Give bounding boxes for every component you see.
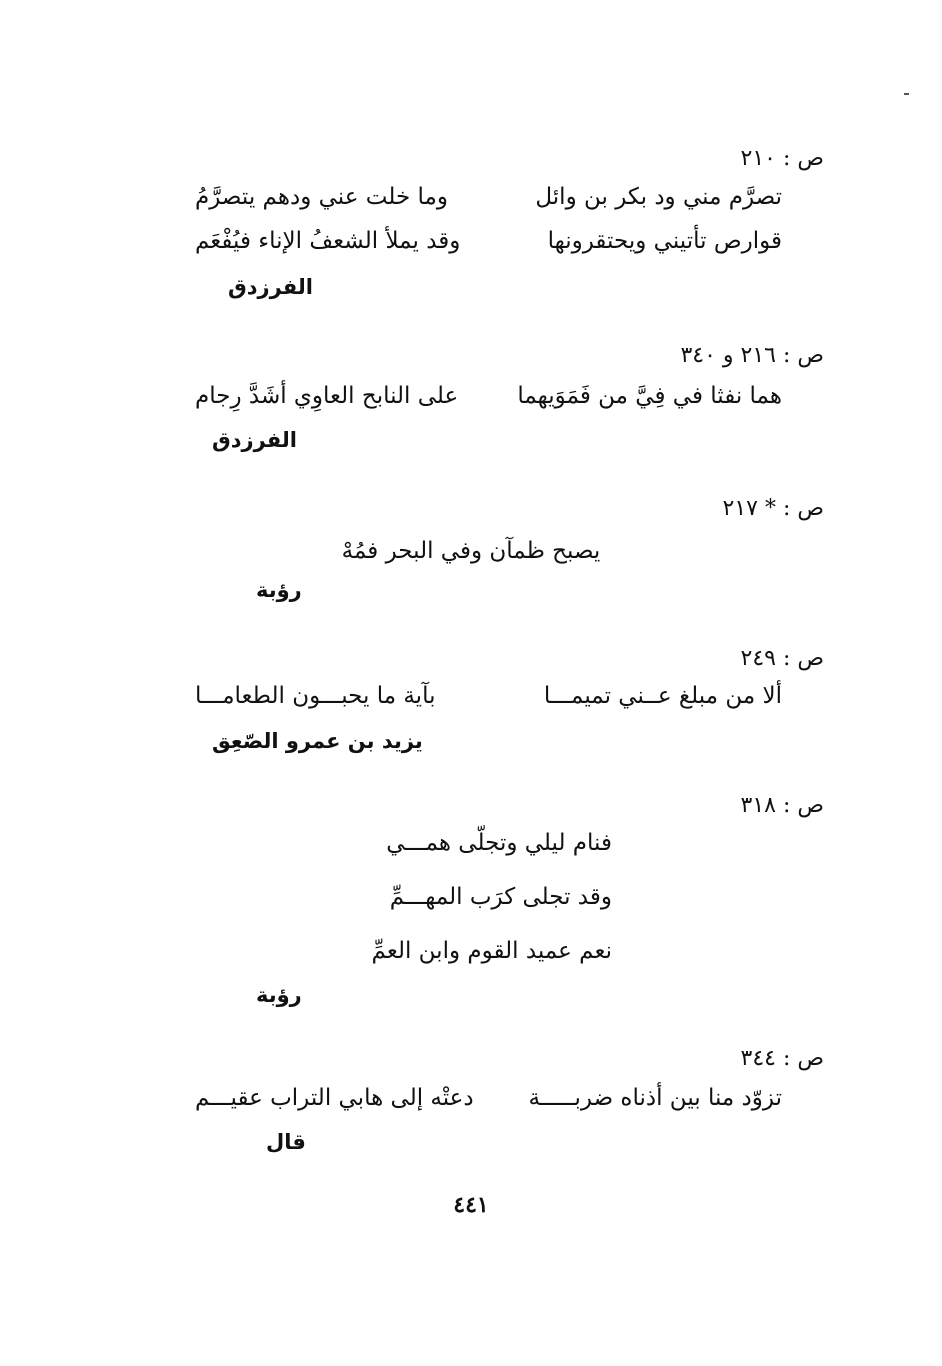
verse-line: وقد تجلى كرَب المهـــمِّ xyxy=(389,884,612,910)
page-reference: ص : ٣١٨ xyxy=(740,793,824,818)
verse-first-hemistich: قوارص تأتيني ويحتقرونها xyxy=(547,228,782,254)
page-reference: ص : ٣٤٤ xyxy=(740,1046,824,1071)
verse-second-hemistich: وقد يملأ الشعفُ الإناء فيُفْعَم xyxy=(195,228,461,254)
verse-second-hemistich: بآية ما يحبـــون الطعامـــا xyxy=(195,683,436,709)
verse-second-hemistich: وما خلت عني ودهم يتصرَّمُ xyxy=(195,184,448,210)
verse-first-hemistich: ألا من مبلغ عــني تميمـــا xyxy=(543,683,782,709)
poet-name: الفرزدق xyxy=(228,275,313,299)
page-number: ٤٤١ xyxy=(453,1192,489,1218)
page-reference: ص : * ٢١٧ xyxy=(722,496,824,521)
verse-first-hemistich: تزوّد منا بين أذناه ضربـــــة xyxy=(528,1085,782,1111)
page-reference: ص : ٢١٦ و ٣٤٠ xyxy=(680,343,824,368)
poet-name: قال xyxy=(266,1130,306,1154)
poet-name: رؤبة xyxy=(256,578,302,602)
verse-first-hemistich: تصرَّم مني ود بكر بن وائل xyxy=(535,184,782,210)
page-reference: ص : ٢١٠ xyxy=(740,146,824,171)
verse-second-hemistich: دعتْه إلى هابي التراب عقيـــم xyxy=(195,1085,474,1111)
verse-line: فنام ليلي وتجلّى همـــي xyxy=(386,830,612,856)
poet-name: رؤبة xyxy=(256,983,302,1007)
verse-line-centered: يصبح ظمآن وفي البحر فمُهْ xyxy=(341,538,601,564)
poet-name: الفرزدق xyxy=(212,428,297,452)
poet-name: يزيد بن عمرو الصّعِق xyxy=(212,729,423,753)
page-reference: ص : ٢٤٩ xyxy=(740,646,824,671)
verse-first-hemistich: هما نفثا في فِيَّ من فَمَوَيهما xyxy=(517,383,782,409)
stray-mark xyxy=(904,93,909,95)
verse-line: نعم عميد القوم وابن العمِّ xyxy=(371,938,612,964)
verse-second-hemistich: على النابح العاوِي أشَدَّ رِجام xyxy=(195,383,459,409)
